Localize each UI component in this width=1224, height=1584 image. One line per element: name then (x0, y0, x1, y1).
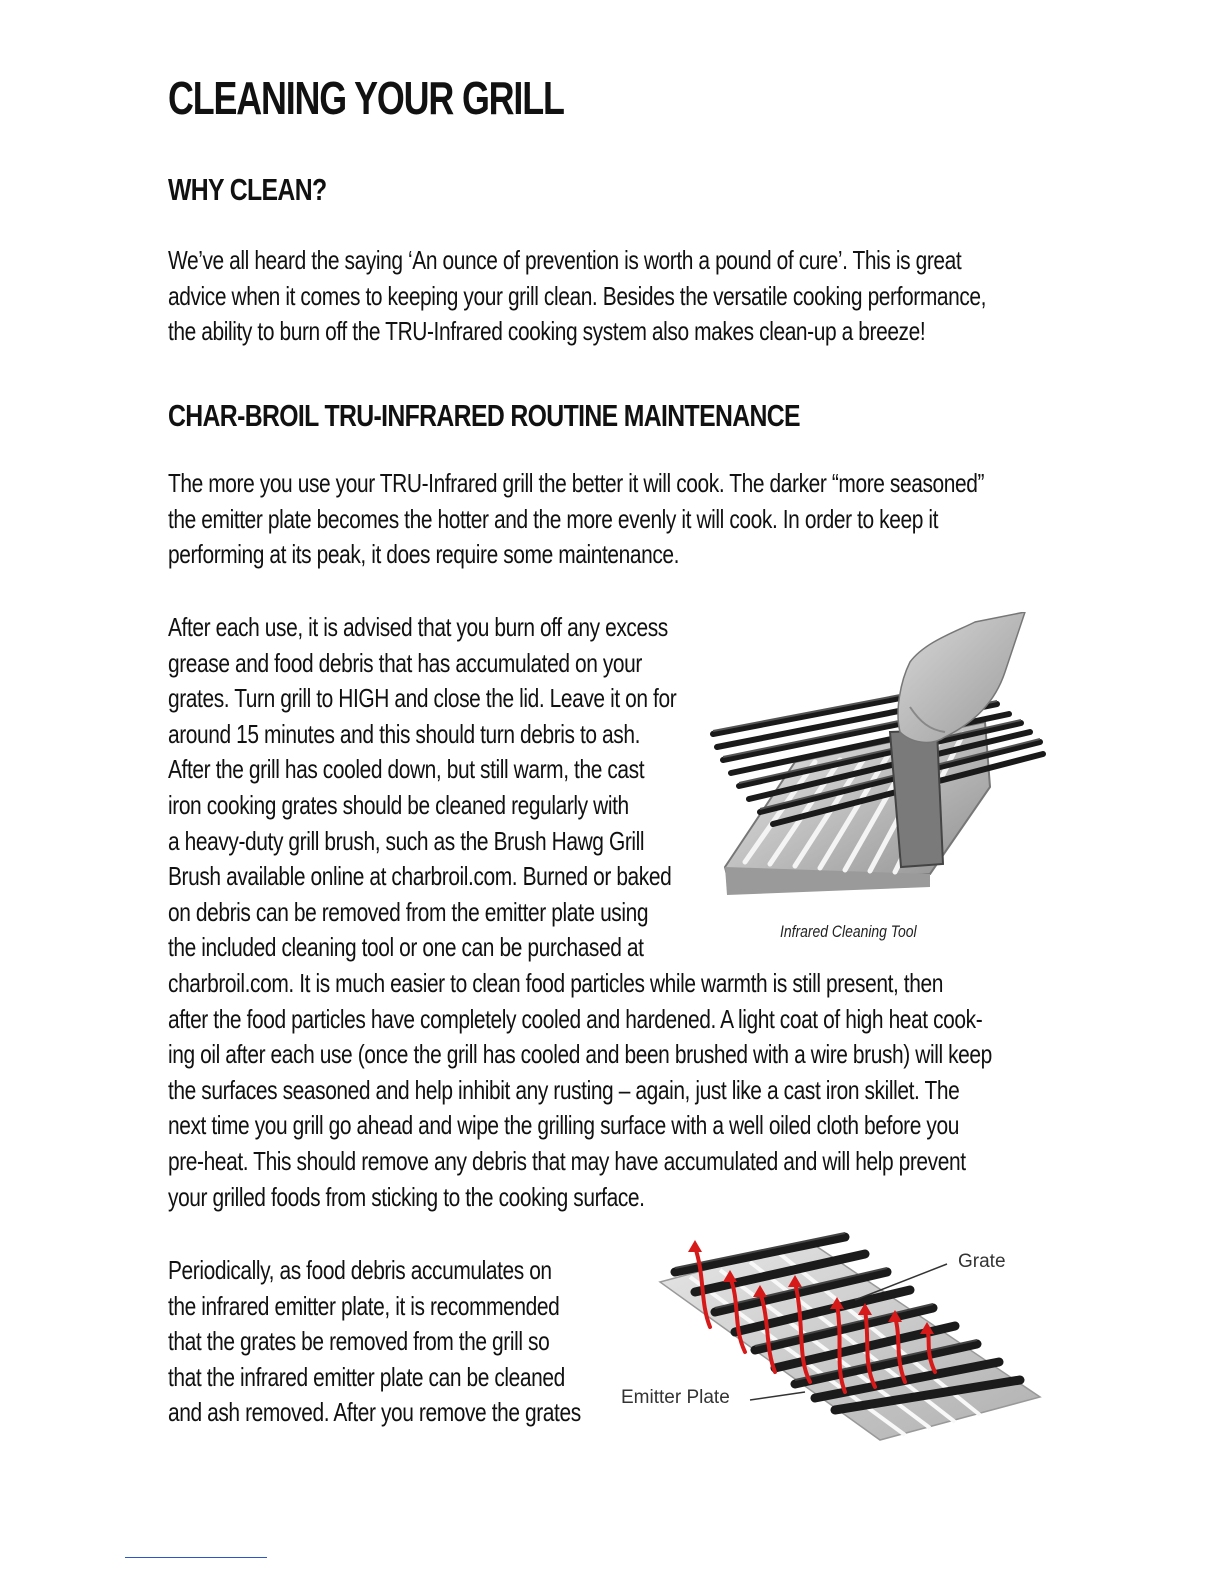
text-line: Periodically, as food debris accumulates on (168, 1255, 552, 1285)
text-line: the ability to burn off the TRU-Infrared cooking system also makes clean-up a breeze! (168, 316, 926, 347)
heading-why-clean: WHY CLEAN? (168, 172, 327, 207)
page-title: CLEANING YOUR GRILL (168, 72, 564, 124)
text-line: after the food particles have completely cooled and hardened. A light coat of high heat cook- (168, 1003, 983, 1034)
heading-routine-maintenance: CHAR-BROIL TRU-INFRARED ROUTINE MAINTENANCE (168, 398, 800, 433)
text-line: iron cooking grates should be cleaned regularly with (168, 789, 629, 820)
text-line: After each use, it is advised that you burn off any excess (168, 612, 668, 642)
text-line: After the grill has cooled down, but still warm, the cast (168, 754, 645, 785)
text-line: The more you use your TRU-Infrared grill the better it will cook. The darker “more seasoned” (168, 468, 985, 498)
text-line: a heavy-duty grill brush, such as the Brush Hawg Grill (168, 825, 645, 856)
emitter-plate-label: Emitter Plate (621, 1387, 730, 1408)
text-line: charbroil.com. It is much easier to clean food particles while warmth is still present, then (168, 967, 943, 998)
text-line: performing at its peak, it does require some maintenance. (168, 539, 680, 570)
text-line: next time you grill go ahead and wipe the grilling surface with a well oiled cloth before you (168, 1110, 959, 1141)
infrared-cleaning-tool-image (705, 612, 1050, 912)
grill-grate-illustration (705, 612, 1050, 912)
text-line: We’ve all heard the saying ‘An ounce of prevention is worth a pound of cure’. This is great (168, 245, 962, 275)
text-line: grates. Turn grill to HIGH and close the lid. Leave it on for (168, 683, 677, 714)
text-line: ing oil after each use (once the grill has cooled and been brushed with a wire brush) will keep (168, 1039, 992, 1070)
paragraph-why-clean (168, 243, 986, 350)
text-line: that the grates be removed from the grill so (168, 1326, 550, 1357)
grate-emitter-diagram (615, 1232, 1050, 1442)
paragraph-periodically (168, 1253, 581, 1431)
text-line: the surfaces seasoned and help inhibit any rusting – again, just like a cast iron skillet. The (168, 1074, 960, 1105)
text-line: on debris can be removed from the emitter plate using (168, 896, 649, 927)
text-line: Brush available online at charbroil.com. Burned or baked (168, 861, 672, 892)
text-line: advice when it comes to keeping your grill clean. Besides the versatile cooking performance, (168, 280, 987, 311)
text-line: the emitter plate becomes the hotter and the more evenly it will cook. In order to keep it (168, 503, 939, 534)
text-line: pre-heat. This should remove any debris that may have accumulated and will help prevent (168, 1145, 966, 1176)
text-line: your grilled foods from sticking to the cooking surface. (168, 1181, 645, 1212)
text-line: that the infrared emitter plate can be cleaned (168, 1361, 565, 1392)
text-line: the included cleaning tool or one can be purchased at (168, 932, 644, 963)
text-line: around 15 minutes and this should turn debris to ash. (168, 718, 640, 749)
paragraph-intro (168, 466, 984, 573)
text-line: and ash removed. After you remove the grates (168, 1397, 581, 1428)
text-line: the infrared emitter plate, it is recommended (168, 1290, 560, 1321)
figure-caption: Infrared Cleaning Tool (780, 922, 917, 941)
text-line: grease and food debris that has accumulated on your (168, 647, 642, 678)
grate-label: Grate (958, 1251, 1006, 1272)
footer-rule (125, 1557, 267, 1558)
